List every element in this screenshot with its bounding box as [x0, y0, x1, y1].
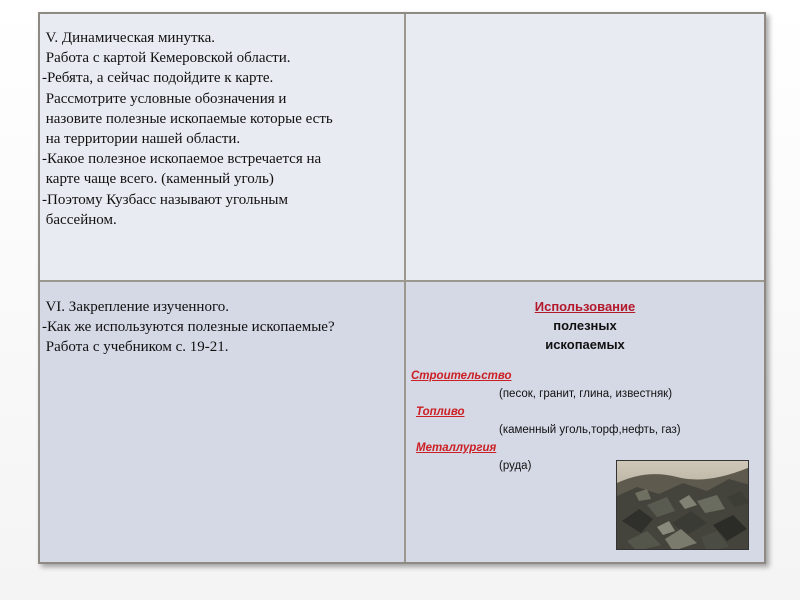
usage-title-line-1: Использование	[534, 299, 636, 314]
lesson-table	[38, 12, 766, 564]
section-6-line: Работа с учебником с. 19-21.	[42, 339, 229, 356]
section-5-line: назовите полезные ископаемые которые есть	[42, 110, 333, 127]
section-5-line: Работа с картой Кемеровской области.	[42, 50, 291, 67]
section-5-line: бассейном.	[42, 211, 117, 228]
usage-title-line-3: ископаемых	[545, 337, 625, 352]
table-row-section-5	[40, 14, 764, 280]
section-5-line: -Какое полезное ископаемое встречается на	[42, 151, 322, 168]
usage-title-line-2: полезных	[553, 318, 617, 333]
coal-rocks-photo	[616, 460, 749, 550]
section-5-line: Рассмотрите условные обозначения и	[42, 90, 287, 107]
section-6-line: -Как же используются полезные ископаемые?	[42, 319, 335, 336]
category-metallurgy-detail: (руда)	[499, 460, 532, 472]
category-construction: Строительство	[411, 370, 512, 382]
section-6-cell	[40, 282, 404, 562]
section-5-line: на территории нашей области.	[42, 131, 241, 148]
empty-cell	[406, 14, 764, 280]
category-metallurgy: Металлургия	[416, 442, 497, 454]
section-6-text	[42, 297, 335, 358]
section-5-line: -Поэтому Кузбасс называют угольным	[42, 191, 288, 208]
section-5-line: -Ребята, а сейчас подойдите к карте.	[42, 70, 274, 87]
usage-title	[406, 297, 764, 354]
column-divider	[404, 14, 406, 562]
section-5-text	[42, 28, 333, 230]
section-5-line: V. Динамическая минутка.	[42, 30, 216, 46]
section-5-cell	[40, 14, 404, 280]
section-6-line: VI. Закрепление изученного.	[42, 299, 229, 315]
section-5-line: карте чаще всего. (каменный уголь)	[42, 171, 274, 188]
category-fuel-detail: (каменный уголь,торф,нефть, газ)	[499, 424, 681, 436]
coal-rocks-image	[617, 461, 749, 550]
category-fuel: Топливо	[416, 406, 465, 418]
category-construction-detail: (песок, гранит, глина, известняк)	[499, 388, 673, 400]
